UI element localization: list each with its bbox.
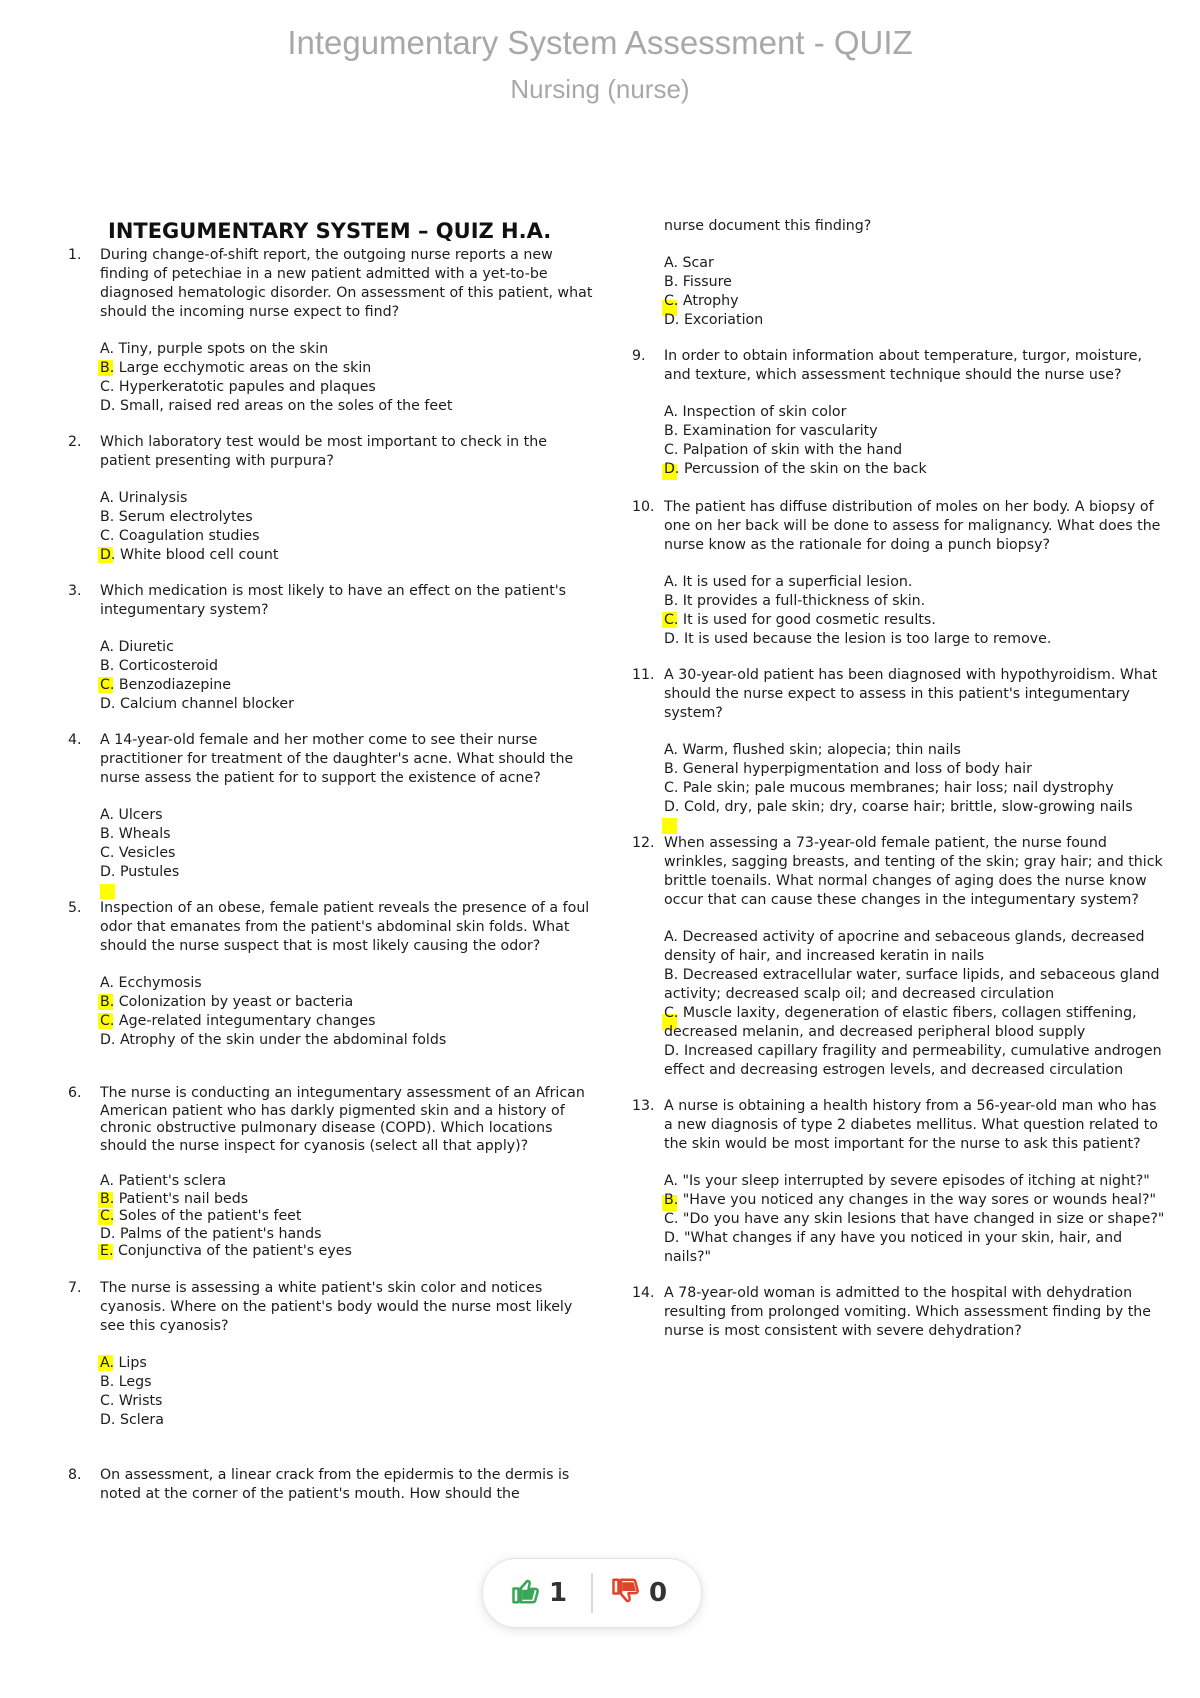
question-14 [632, 1284, 1167, 1341]
option-highlighted: B. Patient's nail beds [100, 1190, 249, 1207]
question-11 [632, 666, 1167, 817]
question-2 [68, 433, 598, 565]
option-highlighted: C. Atrophy [664, 292, 1167, 311]
option: B. Decreased extracellular water, surface lipids, and sebaceous gland activity; decreased scalp oil; and decreased circulation [664, 967, 1160, 1002]
downvote-button[interactable] [611, 1575, 667, 1611]
option-highlighted: E. Conjunctiva of the patient's eyes [100, 1243, 352, 1259]
options-list [100, 1354, 598, 1430]
question-number: 10. [632, 499, 655, 515]
document-subtitle: Nursing (nurse) [510, 74, 690, 104]
option: A. Tiny, purple spots on the skin [100, 341, 329, 357]
option: C. Pale skin; pale mucous membranes; hair loss; nail dystrophy [664, 780, 1114, 796]
option-highlighted: B. "Have you noticed any changes in the way sores or wounds heal?" [664, 1191, 1167, 1210]
option: D. Small, raised red areas on the soles of the feet [100, 398, 453, 414]
question-text: The nurse is conducting an integumentary assessment of an African American patient who has darkly pigmented skin and a history of chronic obstructive pulmonary disease (COPD). Which locations should the nurse inspect for cyanosis (select all that apply)? [100, 1085, 585, 1154]
option: B. Fissure [664, 274, 732, 290]
option: B. Corticosteroid [100, 658, 218, 674]
downvote-count: 0 [649, 1578, 668, 1608]
option: D. Palms of the patient's hands [100, 1225, 322, 1242]
vote-bar [482, 1558, 702, 1628]
question-text: When assessing a 73-year-old female patient, the nurse found wrinkles, sagging breasts, and tenting of the skin; gray hair; and thick brittle toenails. What normal changes of aging does the nurse know occur that can cause these changes in the integumentary system? [664, 835, 1163, 908]
option: B. Legs [100, 1373, 152, 1390]
options-list [100, 489, 598, 565]
option-highlighted: A. Lips [100, 1354, 147, 1371]
option: A. Scar [664, 255, 714, 271]
option-highlighted: C. Muscle laxity, degeneration of elastic fibers, collagen stiffening, decreased melanin, and decreased peripheral blood supply [664, 1005, 1137, 1040]
question-text: On assessment, a linear crack from the epidermis to the dermis is noted at the corner of the patient's mouth. How should the [100, 1466, 570, 1502]
question-number: 9. [632, 348, 646, 364]
question-text: A 78-year-old woman is admitted to the hospital with dehydration resulting from prolonged vomiting. Which assessment finding by the nurse is most consistent with severe dehydration? [664, 1285, 1151, 1339]
question-number: 5. [68, 900, 82, 916]
option: D. Excoriation [664, 312, 764, 328]
option-highlighted: B. Large ecchymotic areas on the skin [100, 360, 372, 376]
question-number: 11. [632, 667, 655, 683]
question-4 [68, 731, 598, 899]
option: A. Decreased activity of apocrine and sebaceous glands, decreased density of hair, and increased keratin in nails [664, 929, 1145, 964]
options-list [664, 573, 1167, 649]
question-3 [68, 582, 598, 714]
answer-highlight [662, 818, 677, 834]
question-number: 7. [68, 1279, 82, 1296]
option-highlighted: C. Benzodiazepine [100, 677, 231, 693]
question-text: A nurse is obtaining a health history from a 56-year-old man who has a new diagnosis of type 2 diabetes mellitus. What question related to the skin would be most important for the nurse to ask this patient? [664, 1098, 1158, 1152]
options-list [100, 806, 598, 899]
option: D. Increased capillary fragility and permeability, cumulative androgen effect and decreasing estrogen levels, and decreased circulation [664, 1043, 1162, 1078]
options-list [100, 1173, 598, 1261]
option: A. Inspection of skin color [664, 404, 847, 420]
options-list [664, 403, 1167, 479]
question-number: 12. [632, 835, 655, 851]
question-number: 4. [68, 732, 82, 748]
option: A. "Is your sleep interrupted by severe episodes of itching at night?" [664, 1173, 1150, 1189]
options-list [664, 928, 1167, 1080]
answer-highlight [100, 884, 115, 899]
option: C. Vesicles [100, 845, 176, 861]
option: D. Atrophy of the skin under the abdominal folds [100, 1032, 447, 1048]
question-text: A 14-year-old female and her mother come to see their nurse practitioner for treatment of the daughter's acne. What should the nurse assess the patient for to support the existence of acne? [100, 732, 574, 786]
question-text: During change-of-shift report, the outgoing nurse reports a new finding of petechiae in a new patient admitted with a yet-to-be diagnosed hematologic disorder. On assessment of this patient, what should the incoming nurse expect to find? [100, 247, 593, 320]
option-highlighted: C. Age-related integumentary changes [100, 1013, 376, 1029]
options-list [664, 1172, 1167, 1267]
thumbs-down-icon [611, 1576, 641, 1610]
option: D. Sclera [100, 1411, 164, 1428]
upvote-button[interactable] [511, 1575, 567, 1611]
options-list [100, 340, 598, 416]
option-highlighted: C. Soles of the patient's feet [100, 1208, 302, 1224]
option: C. Wrists [100, 1392, 163, 1409]
question-7 [68, 1279, 598, 1430]
options-list [100, 974, 598, 1050]
option: B. Examination for vascularity [664, 423, 878, 439]
question-6 [68, 1085, 598, 1261]
option: B. Serum electrolytes [100, 509, 253, 525]
question-text: The patient has diffuse distribution of moles on her body. A biopsy of one on her back will be done to assess for malignancy. What does the nurse know as the rationale for doing a punch biopsy? [664, 499, 1161, 553]
question-number: 3. [68, 583, 82, 599]
option: A. Diuretic [100, 639, 174, 655]
options-list [664, 254, 1167, 330]
vote-divider [591, 1573, 593, 1613]
question-text: Which medication is most likely to have an effect on the patient's integumentary system? [100, 583, 567, 618]
question-1 [68, 246, 598, 416]
option-highlighted: D. White blood cell count [100, 547, 279, 563]
option: B. Wheals [100, 826, 171, 842]
question-12 [632, 834, 1167, 1080]
question-number: 1. [68, 247, 82, 263]
options-list [664, 741, 1167, 817]
option: D. Calcium channel blocker [100, 696, 294, 712]
option-highlighted: D. Percussion of the skin on the back [664, 460, 1167, 479]
option: A. Urinalysis [100, 490, 188, 506]
question-number: 14. [632, 1285, 655, 1301]
question-text: Inspection of an obese, female patient reveals the presence of a foul odor that emanates from the patient's abdominal skin folds. What should the nurse suspect that is most likely causing the odor? [100, 900, 590, 954]
question-5 [68, 899, 598, 1050]
left-column [68, 218, 598, 1504]
option-highlighted: C. It is used for good cosmetic results. [664, 612, 936, 628]
option: C. Coagulation studies [100, 528, 260, 544]
question-number: 2. [68, 434, 82, 450]
option: C. "Do you have any skin lesions that have changed in size or shape?" [664, 1211, 1165, 1227]
option: A. It is used for a superficial lesion. [664, 574, 913, 590]
option: B. General hyperpigmentation and loss of body hair [664, 761, 1032, 777]
options-list [100, 638, 598, 714]
question-9 [632, 347, 1167, 479]
question-text: In order to obtain information about temperature, turgor, moisture, and texture, which assessment technique should the nurse use? [664, 348, 1143, 383]
option: C. Palpation of skin with the hand [664, 442, 903, 458]
question-number: 13. [632, 1098, 655, 1114]
option: D. Pustules [100, 863, 598, 899]
question-13 [632, 1097, 1167, 1267]
option: D. "What changes if any have you noticed in your skin, hair, and nails?" [664, 1230, 1123, 1265]
question-number: 6. [68, 1085, 82, 1101]
option: A. Ecchymosis [100, 975, 202, 991]
thumbs-up-icon [511, 1576, 541, 1610]
option: D. It is used because the lesion is too large to remove. [664, 631, 1052, 647]
option: B. It provides a full-thickness of skin. [664, 593, 926, 609]
question-10 [632, 498, 1167, 649]
right-column [632, 218, 1167, 1341]
option: A. Ulcers [100, 807, 163, 823]
option: A. Patient's sclera [100, 1173, 227, 1189]
question-text: A 30-year-old patient has been diagnosed with hypothyroidism. What should the nurse expect to assess in this patient's integumentary system? [664, 667, 1158, 721]
question-8 [68, 1466, 598, 1504]
question-number: 8. [68, 1466, 82, 1483]
option: C. Hyperkeratotic papules and plaques [100, 379, 376, 395]
upvote-count: 1 [549, 1578, 568, 1608]
option-highlighted: B. Colonization by yeast or bacteria [100, 994, 354, 1010]
document-title: Integumentary System Assessment - QUIZ [287, 24, 913, 61]
option-highlighted: D. Cold, dry, pale skin; dry, coarse hair; brittle, slow-growing nails [664, 798, 1167, 817]
question-text-continued: nurse document this finding? [664, 218, 872, 234]
quiz-heading: INTEGUMENTARY SYSTEM – QUIZ H.A. [108, 219, 552, 243]
question-text: The nurse is assessing a white patient's skin color and notices cyanosis. Where on the patient's body would the nurse most likely see this cyanosis? [100, 1279, 573, 1334]
question-8-continued [632, 217, 1167, 330]
question-text: Which laboratory test would be most important to check in the patient presenting with purpura? [100, 434, 547, 469]
option: A. Warm, flushed skin; alopecia; thin nails [664, 742, 961, 758]
